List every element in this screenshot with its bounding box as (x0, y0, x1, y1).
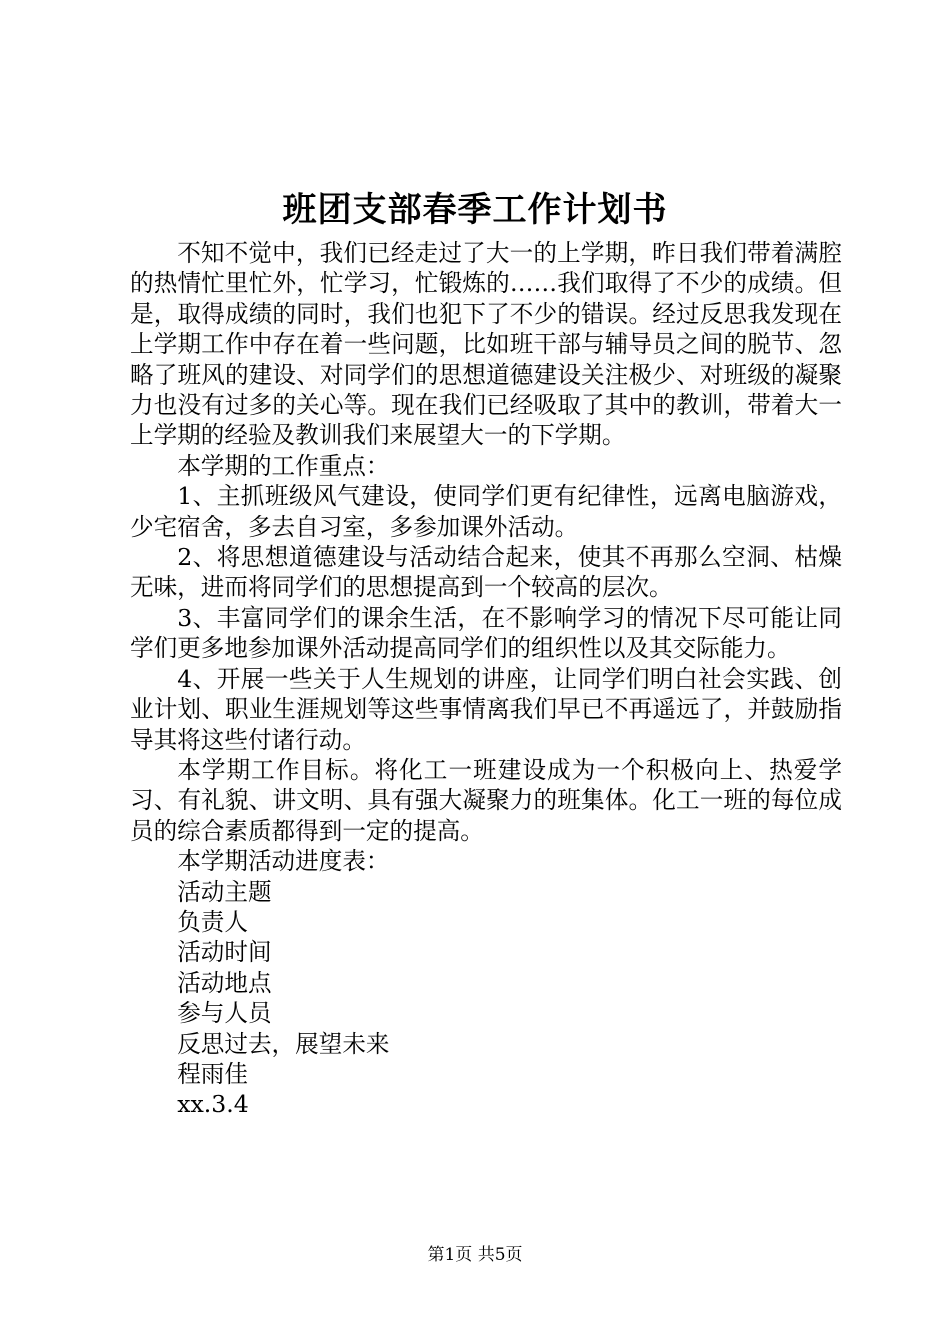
schedule-item: 参与人员 (177, 999, 272, 1028)
focus-item-4: 4、开展一些关于人生规划的讲座，让同学们明白社会实践、创业计划、职业生涯规划等这些事情离我们早已不再遥远了，并鼓励指导其将这些付诸行动。 (130, 664, 842, 754)
schedule-item: 活动地点 (177, 968, 272, 997)
goal-paragraph: 本学期工作目标。将化工一班建设成为一个积极向上、热爱学习、有礼貌、讲文明、具有强大凝聚力的班集体。化工一班的每位成员的综合素质都得到一定的提高。 (130, 755, 842, 845)
intro-paragraph: 不知不觉中，我们已经走过了大一的上学期，昨日我们带着满腔的热情忙里忙外，忙学习，忙锻炼的……我们取得了不少的成绩。但是，取得成绩的同时，我们也犯下了不少的错误。经过反思我发现在上学期工作中存在着一些问题，比如班干部与辅导员之间的脱节、忽略了班风的建设、对同学们的思想道德建设关注极少、对班级的凝聚力也没有过多的关心等。现在我们已经吸取了其中的教训，带着大一上学期的经验及教训我们来展望大一的下学期。 (130, 239, 842, 450)
schedule-item: 程雨佳 (177, 1059, 248, 1088)
focus-item-1: 1、主抓班级风气建设，使同学们更有纪律性，远离电脑游戏，少宅宿舍，多去自习室，多参加课外活动。 (130, 482, 842, 541)
focus-item-3: 3、丰富同学们的课余生活，在不影响学习的情况下尽可能让同学们更多地参加课外活动提高同学们的组织性以及其交际能力。 (130, 603, 842, 663)
schedule-item: xx.3.4 (177, 1090, 249, 1119)
focus-item-2: 2、将思想道德建设与活动结合起来，使其不再那么空洞、枯燥无味，进而将同学们的思想提高到一个较高的层次。 (130, 543, 842, 602)
schedule-item: 反思过去，展望未来 (177, 1029, 390, 1058)
schedule-item: 活动主题 (177, 877, 272, 906)
schedule-item: 活动时间 (177, 938, 272, 967)
schedule-item: 负责人 (177, 907, 248, 936)
focus-heading: 本学期的工作重点： (177, 451, 390, 480)
page-number: 第1页 共5页 (427, 1245, 523, 1265)
document-body (130, 238, 842, 1120)
schedule-heading: 本学期活动进度表： (177, 847, 390, 876)
document-title: 班团支部春季工作计划书 (282, 190, 668, 230)
